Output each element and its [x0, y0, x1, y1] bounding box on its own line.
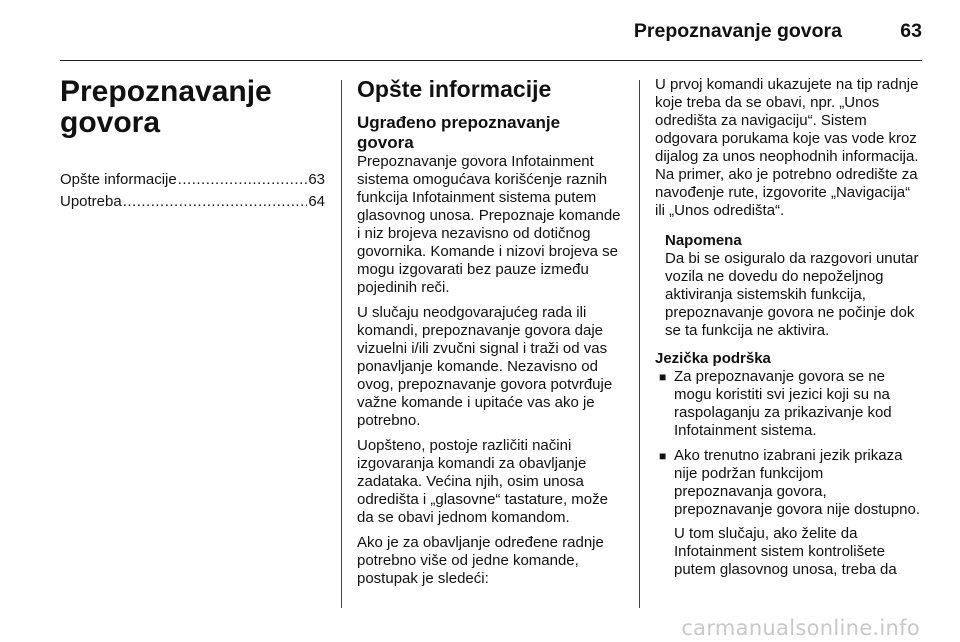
list-item-text: Ako trenutno izabrani jezik prikaza nije podržan funkcijom prepoznavanja govora, prepoznavanje govora nije dostupno.	[674, 447, 921, 518]
square-bullet-icon: ■	[659, 370, 667, 384]
list-item-text: Za prepoznavanje govora se ne mogu koristiti svi jezici koji su na raspolaganju za prikazivanje kod Infotainment sistema.	[674, 368, 892, 439]
running-title: Prepoznavanje govora	[633, 20, 842, 42]
language-support-title: Jezička podrška	[655, 350, 771, 367]
watermark: carmanualsonline.info	[681, 616, 920, 640]
language-bullet-list	[655, 368, 923, 579]
toc-page: 64	[308, 193, 325, 210]
toc-label: Opšte informacije	[60, 171, 177, 188]
intro-paragraph: U prvoj komandi ukazujete na tip radnje koje treba da se obavi, npr. „Unos odredišta za navigaciju“. Sistem odgovara porukama koje vas vode kroz dijalog za unos neophodnih informacija. Na primer, ako je potrebno odredište za navođenje rute, izgovorite „Navigacija“ ili „Unos odredišta“.	[655, 76, 919, 219]
page-header	[60, 0, 922, 61]
continued-column	[655, 76, 923, 586]
table-of-contents	[60, 169, 325, 213]
column-divider-2	[639, 80, 640, 608]
page-number: 63	[900, 20, 922, 42]
note-box	[655, 232, 923, 340]
toc-leader-dots	[178, 169, 308, 191]
subsection-title	[357, 113, 624, 153]
chapter-title-line2: govora	[60, 106, 161, 139]
list-item	[655, 447, 923, 579]
toc-leader-dots	[123, 191, 308, 213]
general-info-column	[357, 76, 624, 595]
toc-label: Upotreba	[60, 193, 122, 210]
note-text: Da bi se osiguralo da razgovori unutar vozila ne dovedu do nepoželjnog aktiviranja sistemskih funkcija, prepoznavanje govora ne počinje dok se ta funkcija ne aktivira.	[665, 250, 919, 339]
body-paragraph: Ako je za obavljanje određene radnje potrebno više od jedne komande, postupak je sledeći:	[357, 534, 604, 587]
body-paragraph: U slučaju neodgovarajućeg rada ili komandi, prepoznavanje govora daje vizuelni i/ili zvučni signal i traži od vas ponavljanje komande. Nezavisno od ovog, prepoznavanje govora potvrđuje važne komande i upitaće vas ako je potrebno.	[357, 304, 613, 429]
section-title: Opšte informacije	[357, 76, 552, 102]
chapter-title	[60, 76, 325, 138]
list-item	[655, 368, 923, 440]
body-paragraph: Prepoznavanje govora Infotainment sistema omogućava korišćenje raznih funkcija Infotainment sistema putem glasovnog unosa. Prepoznaje komande i niz brojeva nezavisno od dotičnog govornika. Komande i nizovi brojeva se mogu izgovarati bez pauze između pojedinih reči.	[357, 153, 621, 296]
body-paragraph: Uopšteno, postoje različiti načini izgovaranja komandi za obavljanje zadataka. Većina njih, osim unosa odredišta i „glasovne“ tastature, može da se obavi jednom komandom.	[357, 437, 608, 526]
subsection-title-line1: Ugrađeno prepoznavanje	[357, 113, 561, 132]
square-bullet-icon: ■	[659, 449, 667, 463]
toc-entry-general[interactable]	[60, 169, 325, 191]
subsection-title-line2: govora	[357, 133, 414, 152]
list-item-continuation: U tom slučaju, ako želite da Infotainment sistem kontrolišete putem glasovnog unosa, treba da	[674, 525, 897, 578]
note-title: Napomena	[665, 232, 742, 249]
chapter-title-line1: Prepoznavanje	[60, 75, 272, 108]
chapter-column	[60, 76, 325, 213]
column-divider-1	[341, 80, 342, 608]
toc-entry-usage[interactable]	[60, 191, 325, 213]
toc-page: 63	[308, 171, 325, 188]
